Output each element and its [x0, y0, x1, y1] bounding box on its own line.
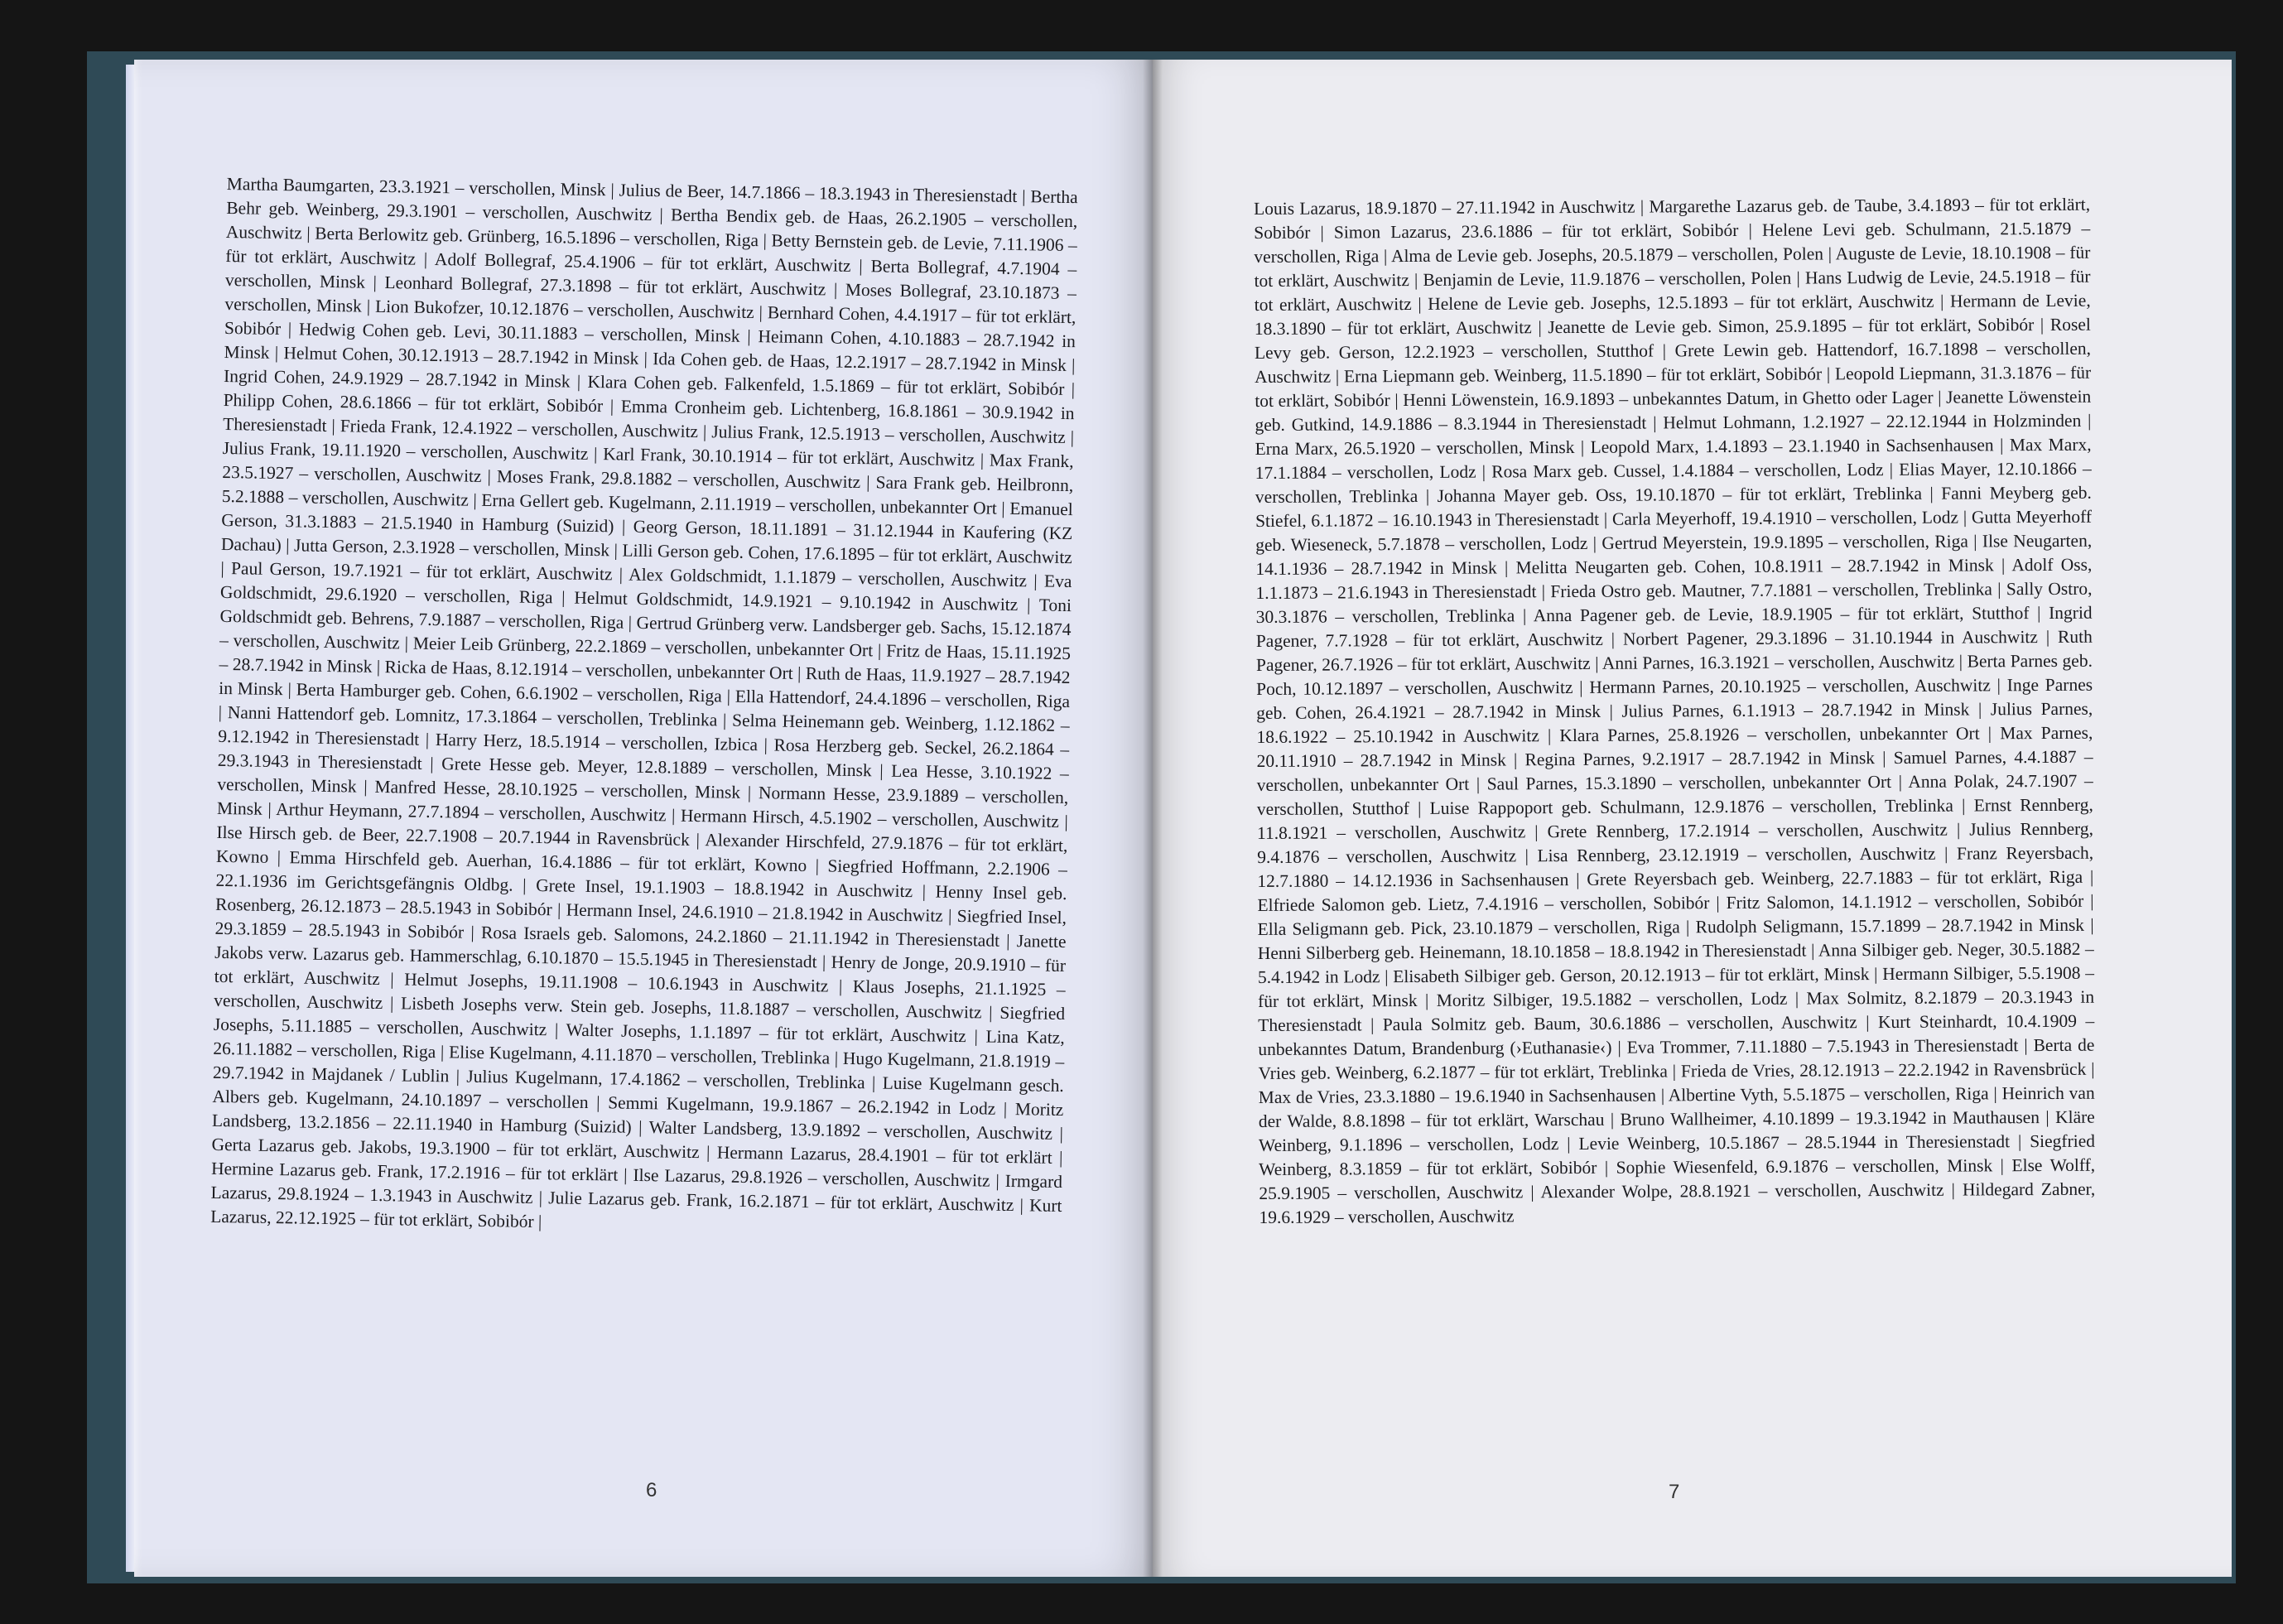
right-page: [1153, 60, 2232, 1577]
right-page-number: 7: [1669, 1481, 1680, 1503]
left-page-text: Martha Baumgarten, 23.3.1921 – verschollen, Minsk | Julius de Beer, 14.7.1866 – 18.3.1943 in Theresienstadt | Bertha Behr geb. Weinberg, 29.3.1901 – verschollen, Auschwitz | Bertha Bendix geb. de Haas, 26.2.1905 – verschollen, Auschwitz | Berta Berlowitz geb. Grünberg, 16.5.1896 – verschollen, Riga | Betty Bernstein geb. de Levie, 7.11.1906 – für tot erklärt, Auschwitz | Adolf Bollegraf, 25.4.1906 – für tot erklärt, Auschwitz | Berta Bollegraf, 4.7.1904 – verschollen, Minsk | Leonhard Bollegraf, 27.3.1898 – für tot erklärt, Auschwitz | Moses Bollegraf, 23.10.1873 – verschollen, Minsk | Lion Bukofzer, 10.12.1876 – verschollen, Auschwitz | Bernhard Cohen, 4.4.1917 – für tot erklärt, Sobibór | Hedwig Cohen geb. Levi, 30.11.1883 – verschollen, Minsk | Heimann Cohen, 4.10.1883 – 28.7.1942 in Minsk | Helmut Cohen, 30.12.1913 – 28.7.1942 in Minsk | Ida Cohen geb. de Haas, 12.2.1917 – 28.7.1942 in Minsk | Ingrid Cohen, 24.9.1929 – 28.7.1942 in Minsk | Klara Cohen geb. Falkenfeld, 1.5.1869 – für tot erklärt, Sobibór | Philipp Cohen, 28.6.1866 – für tot erklärt, Sobibór | Emma Cronheim geb. Lichtenberg, 16.8.1861 – 30.9.1942 in Theresienstadt | Frieda Frank, 12.4.1922 – verschollen, Auschwitz | Julius Frank, 12.5.1913 – verschollen, Auschwitz | Julius Frank, 19.11.1920 – verschollen, Auschwitz | Karl Frank, 30.10.1914 – für tot erklärt, Auschwitz | Max Frank, 23.5.1927 – verschollen, Auschwitz | Moses Frank, 29.8.1882 – verschollen, Auschwitz | Sara Frank geb. Heilbronn, 5.2.1888 – verschollen, Auschwitz | Erna Gellert geb. Kugelmann, 2.11.1919 – verschollen, unbekannter Ort | Emanuel Gerson, 31.3.1883 – 21.5.1940 in Hamburg (Suizid) | Georg Gerson, 18.11.1891 – 31.12.1944 in Kaufering (KZ Dachau) | Jutta Gerson, 2.3.1928 – verschollen, Minsk | Lilli Gerson geb. Cohen, 17.6.1895 – für tot erklärt, Auschwitz | Paul Gerson, 19.7.1921 – für tot erklärt, Auschwitz | Alex Goldschmidt, 1.1.1879 – verschollen, Auschwitz | Eva Goldschmidt, 29.6.1920 – verschollen, Riga | Helmut Goldschmidt, 14.9.1921 – 9.10.1942 in Auschwitz | Toni Goldschmidt geb. Behrens, 7.9.1887 – verschollen, Riga | Gertrud Grünberg verw. Landsberger geb. Sachs, 15.12.1874 – verschollen, Auschwitz | Meier Leib Grünberg, 22.2.1869 – verschollen, unbekannter Ort | Fritz de Haas, 15.11.1925 – 28.7.1942 in Minsk | Ricka de Haas, 8.12.1914 – verschollen, unbekannter Ort | Ruth de Haas, 11.9.1927 – 28.7.1942 in Minsk | Berta Hamburger geb. Cohen, 6.6.1902 – verschollen, Riga | Ella Hattendorf, 24.4.1896 – verschollen, Riga | Nanni Hattendorf geb. Lomnitz, 17.3.1864 – verschollen, Treblinka | Selma Heinemann geb. Weinberg, 1.12.1862 – 9.12.1942 in Theresienstadt | Harry Herz, 18.5.1914 – verschollen, Izbica | Rosa Herzberg geb. Seckel, 26.2.1864 – 29.3.1943 in Theresienstadt | Grete Hesse geb. Meyer, 12.8.1889 – verschollen, Minsk | Lea Hesse, 3.10.1922 – verschollen, Minsk | Manfred Hesse, 28.10.1925 – verschollen, Minsk | Normann Hesse, 23.9.1889 – verschollen, Minsk | Arthur Heymann, 27.7.1894 – verschollen, Auschwitz | Hermann Hirsch, 4.5.1902 – verschollen, Auschwitz | Ilse Hirsch geb. de Beer, 22.7.1908 – 20.7.1944 in Ravensbrück | Alexander Hirschfeld, 27.9.1876 – für tot erklärt, Kowno | Emma Hirschfeld geb. Auerhan, 16.4.1886 – für tot erklärt, Kowno | Siegfried Hoffmann, 2.2.1906 – 22.1.1936 im Gerichtsgefängnis Oldbg. | Grete Insel, 19.1.1903 – 18.8.1942 in Auschwitz | Henny Insel geb. Rosenberg, 26.12.1873 – 28.5.1943 in Sobibór | Hermann Insel, 24.6.1910 – 21.8.1942 in Auschwitz | Siegfried Insel, 29.3.1859 – 28.5.1943 in Sobibór | Rosa Israels geb. Salomons, 24.2.1860 – 21.11.1942 in Theresienstadt | Janette Jakobs verw. Lazarus geb. Hammerschlag, 6.10.1870 – 15.5.1945 in Theresienstadt | Henry de Jonge, 20.9.1910 – für tot erklärt, Auschwitz | Helmut Josephs, 19.11.1908 – 10.6.1943 in Auschwitz | Klaus Josephs, 21.1.1925 – verschollen, Auschwitz | Lisbeth Josephs verw. Stein geb. Josephs, 11.8.1887 – verschollen, Auschwitz | Siegfried Josephs, 5.11.1885 – verschollen, Auschwitz | Walter Josephs, 1.1.1897 – für tot erklärt, Auschwitz | Lina Katz, 26.11.1882 – verschollen, Riga | Elise Kugelmann, 4.11.1870 – verschollen, Treblinka | Hugo Kugelmann, 21.8.1919 – 29.7.1942 in Majdanek / Lublin | Julius Kugelmann, 17.4.1862 – verschollen, Treblinka | Luise Kugelmann gesch. Albers geb. Kugelmann, 24.10.1897 – verschollen | Semmi Kugelmann, 19.9.1867 – 26.2.1942 in Lodz | Moritz Landsberg, 13.2.1856 – 22.11.1940 in Hamburg (Suizid) | Walter Landsberg, 13.9.1892 – verschollen, Auschwitz | Gerta Lazarus geb. Jakobs, 19.3.1900 – für tot erklärt, Auschwitz | Hermann Lazarus, 28.4.1901 – für tot erklärt | Hermine Lazarus geb. Frank, 17.2.1916 – für tot erklärt | Ilse Lazarus, 29.8.1926 – verschollen, Auschwitz | Irmgard Lazarus, 29.8.1924 – 1.3.1943 in Auschwitz | Julie Lazarus geb. Frank, 16.2.1871 – für tot erklärt, Auschwitz | Kurt Lazarus, 22.12.1925 – für tot erklärt, Sobibór |: [210, 173, 1078, 1232]
left-page-number: 6: [646, 1479, 657, 1501]
right-page-text: Louis Lazarus, 18.9.1870 – 27.11.1942 in Auschwitz | Margarethe Lazarus geb. de Taube, 3.4.1893 – für tot erklärt, Sobibór | Simon Lazarus, 23.6.1886 – für tot erklärt, Sobibór | Helene Levi geb. Schulmann, 21.5.1879 – verschollen, Riga | Alma de Levie geb. Josephs, 20.5.1879 – verschollen, Polen | Auguste de Levie, 18.10.1908 – für tot erklärt, Auschwitz | Benjamin de Levie, 11.9.1876 – verschollen, Polen | Hans Ludwig de Levie, 24.5.1918 – für tot erklärt, Auschwitz | Helene de Levie geb. Josephs, 12.5.1893 – für tot erklärt, Auschwitz | Hermann de Levie, 18.3.1890 – für tot erklärt, Auschwitz | Jeanette de Levie geb. Simon, 25.9.1895 – für tot erklärt, Sobibór | Rosel Levy geb. Gerson, 12.2.1923 – verschollen, Stutthof | Grete Lewin geb. Hattendorf, 16.7.1898 – verschollen, Auschwitz | Erna Liepmann geb. Weinberg, 11.5.1890 – für tot erklärt, Sobibór | Leopold Liepmann, 31.3.1876 – für tot erklärt, Sobibór | Henni Löwenstein, 16.9.1893 – unbekanntes Datum, in Ghetto oder Lager | Jeanette Löwenstein geb. Gutkind, 14.9.1886 – 8.3.1944 in Theresienstadt | Helmut Lohmann, 1.2.1927 – 22.12.1944 in Holzminden | Erna Marx, 26.5.1920 – verschollen, Minsk | Leopold Marx, 1.4.1893 – 23.1.1940 in Sachsenhausen | Max Marx, 17.1.1884 – verschollen, Lodz | Rosa Marx geb. Cussel, 1.4.1884 – verschollen, Lodz | Elias Mayer, 12.10.1866 – verschollen, Treblinka | Johanna Mayer geb. Oss, 19.10.1870 – für tot erklärt, Treblinka | Fanni Meyberg geb. Stiefel, 6.1.1872 – 16.10.1943 in Theresienstadt | Carla Meyerhoff, 19.4.1910 – verschollen, Lodz | Gutta Meyerhoff geb. Wieseneck, 5.7.1878 – verschollen, Lodz | Gertrud Meyerstein, 19.9.1895 – verschollen, Riga | Ilse Neugarten, 14.1.1936 – 28.7.1942 in Minsk | Melitta Neugarten geb. Cohen, 10.8.1911 – 28.7.1942 in Minsk | Adolf Oss, 1.1.1873 – 21.6.1943 in Theresienstadt | Frieda Ostro geb. Mautner, 7.7.1881 – verschollen, Treblinka | Sally Ostro, 30.3.1876 – verschollen, Treblinka | Anna Pagener geb. de Levie, 18.9.1905 – für tot erklärt, Stutthof | Ingrid Pagener, 7.7.1928 – für tot erklärt, Auschwitz | Norbert Pagener, 29.3.1896 – 31.10.1944 in Auschwitz | Ruth Pagener, 26.7.1926 – für tot erklärt, Auschwitz | Anni Parnes, 16.3.1921 – verschollen, Auschwitz | Berta Parnes geb. Poch, 10.12.1897 – verschollen, Auschwitz | Hermann Parnes, 20.10.1925 – verschollen, Auschwitz | Inge Parnes geb. Cohen, 26.4.1921 – 28.7.1942 in Minsk | Julius Parnes, 6.1.1913 – 28.7.1942 in Minsk | Julius Parnes, 18.6.1922 – 25.10.1942 in Auschwitz | Klara Parnes, 25.8.1926 – verschollen, unbekannter Ort | Max Parnes, 20.11.1910 – 28.7.1942 in Minsk | Regina Parnes, 9.2.1917 – 28.7.1942 in Minsk | Samuel Parnes, 4.4.1887 – verschollen, unbekannter Ort | Saul Parnes, 15.3.1890 – verschollen, unbekannter Ort | Anna Polak, 24.7.1907 – verschollen, Stutthof | Luise Rappoport geb. Schulmann, 12.9.1876 – verschollen, Treblinka | Ernst Rennberg, 11.8.1921 – verschollen, Auschwitz | Grete Rennberg, 17.2.1914 – verschollen, Auschwitz | Julius Rennberg, 9.4.1876 – verschollen, Auschwitz | Lisa Rennberg, 23.12.1919 – verschollen, Auschwitz | Franz Reyersbach, 12.7.1880 – 14.12.1936 in Sachsenhausen | Grete Reyersbach geb. Weinberg, 22.7.1883 – für tot erklärt, Riga | Elfriede Salomon geb. Lietz, 7.4.1916 – verschollen, Sobibór | Fritz Salomon, 14.1.1912 – verschollen, Sobibór | Ella Seligmann geb. Pick, 23.10.1879 – verschollen, Riga | Rudolph Seligmann, 15.7.1899 – 28.7.1942 in Minsk | Henni Silberberg geb. Heinemann, 18.10.1858 – 18.8.1942 in Theresienstadt | Anna Silbiger geb. Neger, 30.5.1882 – 5.4.1942 in Lodz | Elisabeth Silbiger geb. Gerson, 20.12.1913 – für tot erklärt, Minsk | Hermann Silbiger, 5.5.1908 – für tot erklärt, Minsk | Moritz Silbiger, 19.5.1882 – verschollen, Lodz | Max Solmitz, 8.2.1879 – 20.3.1943 in Theresienstadt | Paula Solmitz geb. Baum, 30.6.1886 – verschollen, Auschwitz | Kurt Steinhardt, 10.4.1909 – unbekanntes Datum, Brandenburg (›Euthanasie‹) | Eva Trommer, 7.11.1880 – 7.5.1943 in Theresienstadt | Berta de Vries geb. Weinberg, 6.2.1877 – für tot erklärt, Treblinka | Frieda de Vries, 28.12.1913 – 22.2.1942 in Ravensbrück | Max de Vries, 23.3.1880 – 19.6.1940 in Sachsenhausen | Albertine Vyth, 5.5.1875 – verschollen, Riga | Heinrich van der Walde, 8.8.1898 – für tot erklärt, Warschau | Bruno Wallheimer, 4.10.1899 – 19.3.1942 in Mauthausen | Kläre Weinberg, 9.1.1896 – verschollen, Lodz | Levie Weinberg, 10.5.1867 – 28.5.1944 in Theresienstadt | Siegfried Weinberg, 8.3.1859 – für tot erklärt, Sobibór | Sophie Wiesenfeld, 6.9.1876 – verschollen, Minsk | Else Wolff, 25.9.1905 – verschollen, Auschwitz | Alexander Wolpe, 28.8.1921 – verschollen, Auschwitz | Hildegard Zabner, 19.6.1929 – verschollen, Auschwitz: [1254, 194, 2096, 1227]
book-gutter: [1143, 60, 1163, 1577]
left-page: [134, 60, 1153, 1577]
